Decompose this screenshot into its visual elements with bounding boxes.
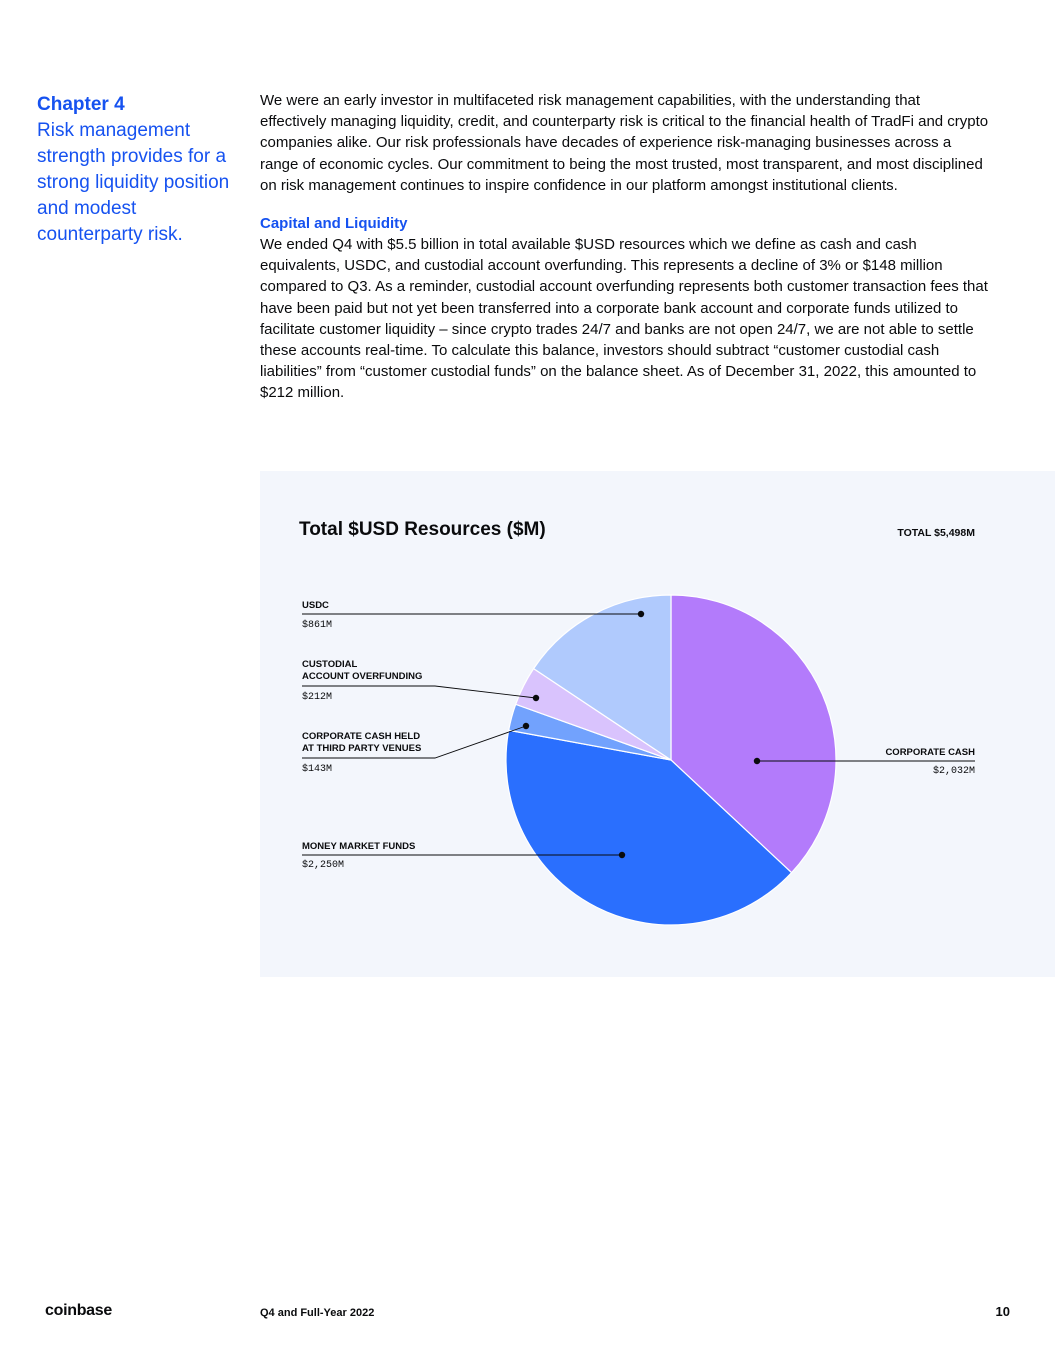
- pie-chart: [260, 471, 1055, 977]
- pie-slices: [506, 595, 836, 925]
- slice-name-label: CUSTODIAL: [302, 659, 358, 670]
- slice-value-label: $861M: [302, 620, 333, 631]
- slice-name-label: MONEY MARKET FUNDS: [302, 841, 416, 852]
- main-text: [260, 90, 990, 404]
- slice-value-label: $2,032M: [932, 766, 975, 777]
- callout-dot: [523, 723, 529, 729]
- chapter-heading: [37, 92, 242, 248]
- chart-panel: [260, 471, 1055, 977]
- slice-name-label: CORPORATE CASH HELD: [302, 731, 421, 742]
- footer-doc-title: Q4 and Full-Year 2022: [260, 1307, 375, 1319]
- callout-dot: [754, 758, 760, 764]
- slice-value-label: $2,250M: [302, 860, 345, 871]
- slice-value-label: $143M: [302, 764, 333, 775]
- callout-dot: [533, 695, 539, 701]
- coinbase-logo: coinbase: [45, 1302, 112, 1319]
- chapter-number: Chapter 4: [37, 94, 125, 115]
- slice-name-label: CORPORATE CASH: [885, 747, 975, 758]
- slice-value-label: $212M: [302, 692, 333, 703]
- chart-title: Total $USD Resources ($M): [299, 519, 546, 540]
- intro-paragraph: We were an early investor in multifaceted risk management capabilities, with the understanding that effectively managing liquidity, credit, and counterparty risk is critical to the financial health of TradFi and crypto companies alike. Our risk professionals have decades of experience risk-managing businesses across a range of economic cycles. Our commitment to being the most trusted, most transparent, and most disciplined on risk management continues to inspire confidence in our platform amongst institutional clients.: [260, 92, 989, 194]
- callout-dot: [619, 852, 625, 858]
- chart-total: TOTAL $5,498M: [897, 527, 975, 539]
- section-paragraph: We ended Q4 with $5.5 billion in total available $USD resources which we define as cash and cash equivalents, USDC, and custodial account overfunding. This represents a decline of 3% or $148 million compared to Q3. As a reminder, custodial account overfunding represents both customer transaction fees that have been paid but not yet been transferred into a corporate bank account and corporate funds utilized to facilitate customer liquidity – since crypto trades 24/7 and banks are not open 24/7, we are not able to settle these accounts real-time. To calculate this balance, investors should subtract “customer custodial cash liabilities” from “customer custodial funds” on the balance sheet. As of December 31, 2022, this amounted to $212 million.: [260, 236, 988, 402]
- page-number: 10: [995, 1304, 1010, 1319]
- slice-name-label-line2: AT THIRD PARTY VENUES: [302, 743, 422, 754]
- slice-name-label-line2: ACCOUNT OVERFUNDING: [302, 671, 423, 682]
- slice-name-label: USDC: [302, 600, 329, 611]
- section-heading: Capital and Liquidity: [260, 215, 408, 233]
- callout-dot: [638, 611, 644, 617]
- chapter-title: Risk management strength provides for a strong liquidity position and modest counterparty risk.: [37, 120, 230, 245]
- callout-line: [302, 686, 536, 698]
